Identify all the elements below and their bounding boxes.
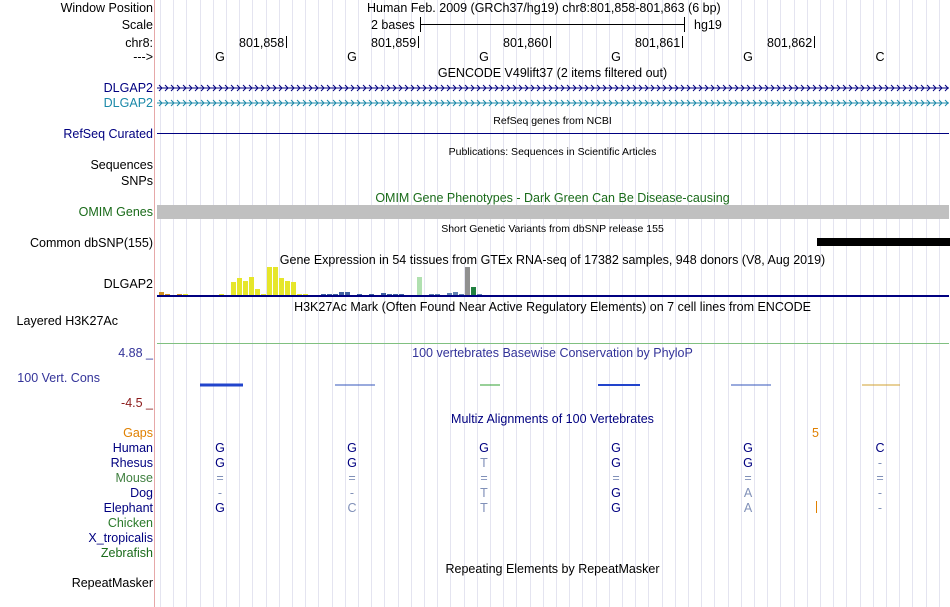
reference-base: C bbox=[875, 50, 885, 64]
scale-bar-left-tick bbox=[420, 17, 421, 32]
aligned-base: T bbox=[480, 486, 488, 500]
aligned-base: - bbox=[217, 486, 223, 500]
aligned-base: = bbox=[216, 471, 224, 485]
gencode-item-2-label[interactable]: DLGAP2 bbox=[103, 96, 153, 110]
aligned-base: A bbox=[743, 486, 753, 500]
h3k27ac-track-label[interactable]: Layered H3K27Ac bbox=[16, 314, 118, 328]
gtex-tissue-bar[interactable] bbox=[231, 282, 236, 295]
phylop-track-title: 100 vertebrates Basewise Conservation by PhyloP bbox=[412, 346, 693, 360]
ruler-tick bbox=[418, 36, 419, 48]
publications-track-title: Publications: Sequences in Scientific Articles bbox=[448, 146, 657, 158]
repeatmasker-track-title: Repeating Elements by RepeatMasker bbox=[445, 562, 660, 576]
gtex-tissue-bar[interactable] bbox=[471, 287, 476, 295]
aligned-base: G bbox=[215, 456, 225, 470]
gtex-tissue-bar[interactable] bbox=[291, 282, 296, 295]
ruler-position: 801,858 bbox=[239, 36, 285, 50]
gencode-item-1-label[interactable]: DLGAP2 bbox=[103, 81, 153, 95]
species-label[interactable]: Dog bbox=[130, 486, 153, 500]
aligned-base: G bbox=[611, 501, 621, 515]
h3k27ac-track-title: H3K27Ac Mark (Often Found Near Active Regulatory Elements) on 7 cell lines from ENCODE bbox=[294, 300, 811, 314]
dbsnp-track-title: Short Genetic Variants from dbSNP release 155 bbox=[441, 223, 664, 235]
aligned-base: T bbox=[480, 456, 488, 470]
gencode-item-1-feature[interactable] bbox=[157, 84, 949, 92]
aligned-base: C bbox=[347, 501, 357, 515]
ruler-position: 801,862 bbox=[767, 36, 813, 50]
reference-base: G bbox=[743, 50, 753, 64]
aligned-base: - bbox=[877, 456, 883, 470]
species-label[interactable]: Rhesus bbox=[110, 456, 153, 470]
browser-title: Human Feb. 2009 (GRCh37/hg19) chr8:801,858-801,863 (6 bp) bbox=[367, 1, 721, 15]
aligned-base: = bbox=[348, 471, 356, 485]
phylop-min-label: -4.5 _ bbox=[121, 396, 153, 410]
repeatmasker-track-label[interactable]: RepeatMasker bbox=[71, 576, 153, 590]
species-label[interactable]: Zebrafish bbox=[100, 546, 153, 560]
strand-label: ---> bbox=[133, 50, 153, 64]
aligned-base: - bbox=[877, 501, 883, 515]
phylop-signal[interactable] bbox=[155, 375, 950, 395]
scale-bar-right-tick bbox=[684, 17, 685, 32]
aligned-base: G bbox=[215, 501, 225, 515]
elephant-insertion-mark bbox=[816, 501, 817, 513]
aligned-base: A bbox=[743, 501, 753, 515]
aligned-base: G bbox=[611, 441, 621, 455]
omim-feature[interactable] bbox=[157, 205, 949, 219]
dbsnp-track-label[interactable]: Common dbSNP(155) bbox=[30, 236, 153, 250]
gtex-tissue-bar[interactable] bbox=[465, 267, 470, 295]
gtex-tissue-bar[interactable] bbox=[243, 281, 248, 295]
aligned-base: = bbox=[876, 471, 884, 485]
ruler-position: 801,860 bbox=[503, 36, 549, 50]
aligned-base: T bbox=[480, 501, 488, 515]
scale-db: hg19 bbox=[694, 18, 722, 32]
aligned-base: G bbox=[611, 486, 621, 500]
gencode-track-title: GENCODE V49lift37 (2 items filtered out) bbox=[437, 66, 668, 80]
gtex-tissue-bar[interactable] bbox=[285, 281, 290, 295]
aligned-base: G bbox=[215, 441, 225, 455]
chrom-label: chr8: bbox=[125, 36, 153, 50]
aligned-base: - bbox=[349, 486, 355, 500]
gtex-tissue-bar[interactable] bbox=[279, 278, 284, 295]
aligned-base: G bbox=[479, 441, 489, 455]
ruler-position: 801,861 bbox=[635, 36, 681, 50]
ruler-tick bbox=[682, 36, 683, 48]
species-label[interactable]: Chicken bbox=[107, 516, 153, 530]
ruler-tick bbox=[286, 36, 287, 48]
gtex-baseline bbox=[157, 295, 949, 297]
scale-label: Scale bbox=[121, 18, 153, 32]
refseq-track-label[interactable]: RefSeq Curated bbox=[63, 127, 153, 141]
omim-track-title: OMIM Gene Phenotypes - Dark Green Can Be Disease-causing bbox=[375, 191, 730, 205]
h3k27ac-baseline bbox=[157, 343, 949, 344]
scale-value: 2 bases bbox=[371, 18, 415, 32]
ruler-position: 801,859 bbox=[371, 36, 417, 50]
refseq-feature[interactable] bbox=[157, 133, 949, 134]
omim-track-label[interactable]: OMIM Genes bbox=[78, 205, 153, 219]
species-label[interactable]: Mouse bbox=[115, 471, 153, 485]
aligned-base: = bbox=[612, 471, 620, 485]
gap-count: 5 bbox=[812, 426, 819, 440]
gtex-tissue-bar[interactable] bbox=[273, 267, 278, 295]
gtex-tissue-bar[interactable] bbox=[249, 277, 254, 295]
gaps-label: Gaps bbox=[123, 426, 153, 440]
aligned-base: C bbox=[875, 441, 885, 455]
species-label[interactable]: Elephant bbox=[103, 501, 153, 515]
multiz-track-title: Multiz Alignments of 100 Vertebrates bbox=[451, 412, 654, 426]
aligned-base: G bbox=[743, 456, 753, 470]
snps-track-label[interactable]: SNPs bbox=[121, 174, 153, 188]
reference-base: G bbox=[215, 50, 225, 64]
gencode-item-2-feature[interactable] bbox=[157, 99, 949, 107]
aligned-base: = bbox=[480, 471, 488, 485]
scale-bar bbox=[420, 24, 684, 25]
gtex-tissue-bar[interactable] bbox=[417, 277, 422, 295]
aligned-base: G bbox=[347, 456, 357, 470]
species-label[interactable]: X_tropicalis bbox=[88, 531, 153, 545]
window-position-label: Window Position bbox=[60, 1, 153, 15]
aligned-base: - bbox=[877, 486, 883, 500]
aligned-base: G bbox=[611, 456, 621, 470]
ruler-tick bbox=[550, 36, 551, 48]
gtex-track-label[interactable]: DLGAP2 bbox=[103, 277, 153, 291]
aligned-base: = bbox=[744, 471, 752, 485]
reference-base: G bbox=[479, 50, 489, 64]
refseq-track-title: RefSeq genes from NCBI bbox=[493, 115, 612, 127]
reference-base: G bbox=[611, 50, 621, 64]
reference-base: G bbox=[347, 50, 357, 64]
phylop-max-label: 4.88 _ bbox=[118, 346, 153, 360]
ruler-tick bbox=[814, 36, 815, 48]
gtex-track-title: Gene Expression in 54 tissues from GTEx RNA-seq of 17382 samples, 948 donors (V8, Aug 2019) bbox=[279, 253, 826, 267]
gtex-tissue-bar[interactable] bbox=[237, 278, 242, 295]
aligned-base: G bbox=[347, 441, 357, 455]
species-label[interactable]: Human bbox=[112, 441, 153, 455]
phylop-track-label[interactable]: 100 Vert. Cons bbox=[17, 371, 100, 385]
dbsnp-feature[interactable] bbox=[817, 238, 950, 246]
aligned-base: G bbox=[743, 441, 753, 455]
gtex-tissue-bar[interactable] bbox=[267, 267, 272, 295]
publications-track-label[interactable]: Sequences bbox=[90, 158, 153, 172]
